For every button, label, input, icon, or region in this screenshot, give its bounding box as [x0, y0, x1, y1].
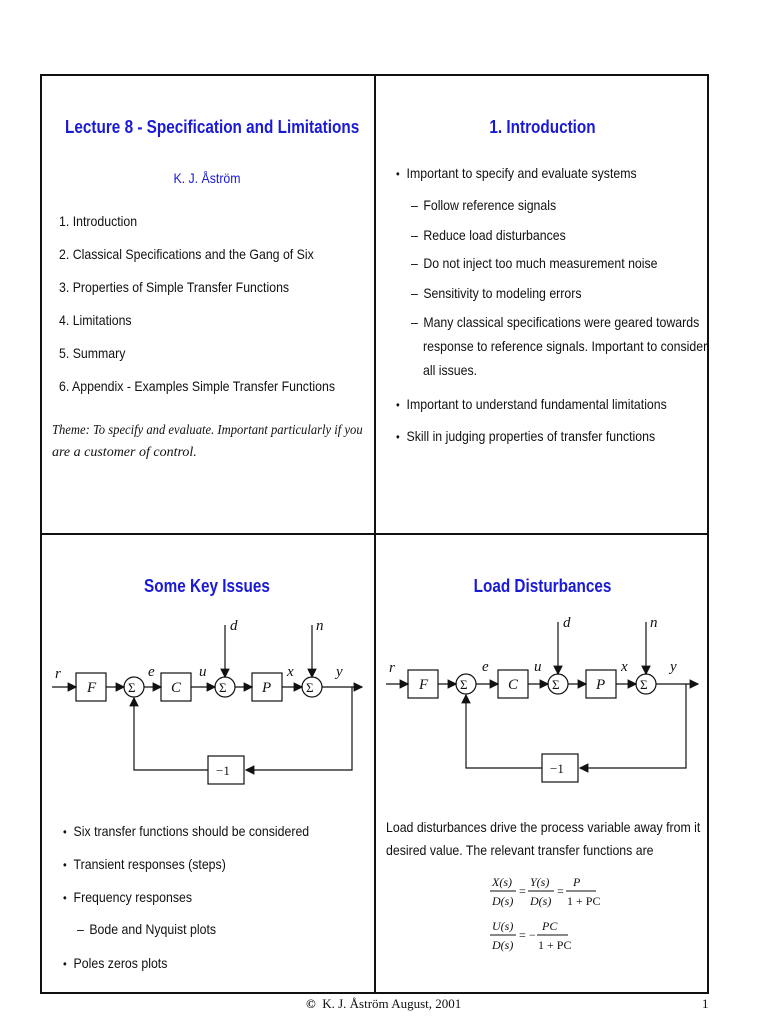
label-r: r	[55, 666, 61, 682]
label-negative-one: −1	[550, 761, 564, 776]
eq-denominator-D: D(s)	[530, 894, 552, 908]
minus-sign: −	[529, 928, 536, 942]
copyright-symbol: ©	[306, 996, 316, 1011]
block-diagram	[40, 610, 374, 800]
label-n: n	[650, 615, 658, 631]
outline-item: 1. Introduction	[59, 213, 138, 229]
sigma-symbol: Σ	[128, 680, 136, 695]
paragraph-line: Load disturbances drive the process variable away from it	[386, 819, 701, 835]
label-P: P	[262, 680, 272, 696]
block-diagram	[376, 610, 709, 800]
bullet-item: • Transient responses (steps)	[63, 856, 226, 872]
eq-denominator: 1 + PC	[538, 938, 572, 952]
sub-item: – Do not inject too much measurement noise	[411, 255, 658, 271]
description-paragraph	[386, 816, 701, 862]
bullet-item: • Skill in judging properties of transfer functions	[396, 428, 656, 444]
label-F: F	[87, 680, 97, 696]
bullet-item: • Poles zeros plots	[63, 955, 168, 971]
eq-numerator-U: U(s)	[492, 919, 514, 933]
label-e: e	[482, 659, 489, 675]
label-x: x	[621, 659, 628, 675]
label-e: e	[148, 664, 155, 680]
page-number: 1	[702, 996, 709, 1011]
feedback-line	[580, 684, 686, 768]
transfer-function-equations	[480, 870, 620, 966]
feedback-line	[246, 687, 352, 770]
slide-title: Load Disturbances	[473, 576, 612, 596]
sub-item: – Sensitivity to modeling errors	[411, 285, 582, 301]
horizontal-divider	[40, 533, 709, 535]
label-x: x	[287, 664, 294, 680]
sigma-symbol: Σ	[640, 677, 648, 692]
sigma-symbol: Σ	[219, 680, 227, 695]
theme-line: are a customer of control.	[52, 445, 197, 460]
outline-item: 6. Appendix - Examples Simple Transfer Functions	[59, 378, 335, 394]
footer-copyright	[306, 996, 461, 1012]
eq-denominator-D: D(s)	[492, 938, 514, 952]
paragraph-line: desired value. The relevant transfer functions are	[386, 842, 654, 858]
sub-item: – Bode and Nyquist plots	[77, 921, 217, 937]
sub-item: – Follow reference signals	[411, 197, 557, 213]
bullet-item: • Six transfer functions should be considered	[63, 823, 310, 839]
slide-title: Some Key Issues	[144, 576, 270, 596]
sigma-symbol: Σ	[552, 677, 560, 692]
label-y: y	[336, 664, 343, 680]
equals-sign: =	[557, 884, 564, 898]
label-u: u	[199, 664, 207, 680]
footer-text: K. J. Åström August, 2001	[322, 996, 462, 1011]
eq-numerator-PC: PC	[542, 919, 558, 933]
outline-item: 2. Classical Specifications and the Gang of Six	[59, 246, 314, 262]
sub-item-continued: all issues.	[423, 362, 478, 378]
slide-title: 1. Introduction	[489, 117, 596, 137]
bullet-item: • Important to understand fundamental limitations	[396, 396, 667, 412]
eq-numerator-Y: Y(s)	[530, 875, 550, 889]
outline-item: 4. Limitations	[59, 312, 132, 328]
label-r: r	[389, 660, 395, 676]
feedback-line	[466, 695, 542, 768]
label-F: F	[419, 677, 429, 693]
bullet-item: • Frequency responses	[63, 889, 193, 905]
author: K. J. Åström	[173, 170, 241, 186]
slide-title: Lecture 8 - Specification and Limitations	[65, 117, 360, 137]
label-negative-one: −1	[216, 763, 230, 778]
label-u: u	[534, 659, 542, 675]
label-P: P	[596, 677, 606, 693]
eq-numerator-P: P	[573, 875, 581, 889]
equals-sign: =	[519, 884, 526, 898]
bullet-item: • Important to specify and evaluate systems	[396, 165, 637, 181]
theme-line: Theme: To specify and evaluate. Important particularly if you	[52, 423, 363, 438]
sigma-symbol: Σ	[460, 677, 468, 692]
sub-item-continued: response to reference signals. Important to consider	[423, 338, 708, 354]
sub-item: – Reduce load disturbances	[411, 227, 566, 243]
equals-sign: =	[519, 928, 526, 942]
label-C: C	[508, 677, 519, 693]
outline-item: 3. Properties of Simple Transfer Functions	[59, 279, 290, 295]
eq-denominator-D: D(s)	[492, 894, 514, 908]
label-C: C	[171, 680, 182, 696]
label-d: d	[563, 615, 571, 631]
feedback-line	[134, 698, 208, 770]
label-n: n	[316, 618, 324, 634]
eq-numerator-X: X(s)	[492, 875, 512, 889]
label-y: y	[670, 659, 677, 675]
sigma-symbol: Σ	[306, 680, 314, 695]
theme-text	[52, 420, 382, 464]
outline-item: 5. Summary	[59, 345, 126, 361]
label-d: d	[230, 618, 238, 634]
eq-denominator: 1 + PC	[567, 894, 601, 908]
sub-item: – Many classical specifications were geared towards	[411, 314, 700, 330]
